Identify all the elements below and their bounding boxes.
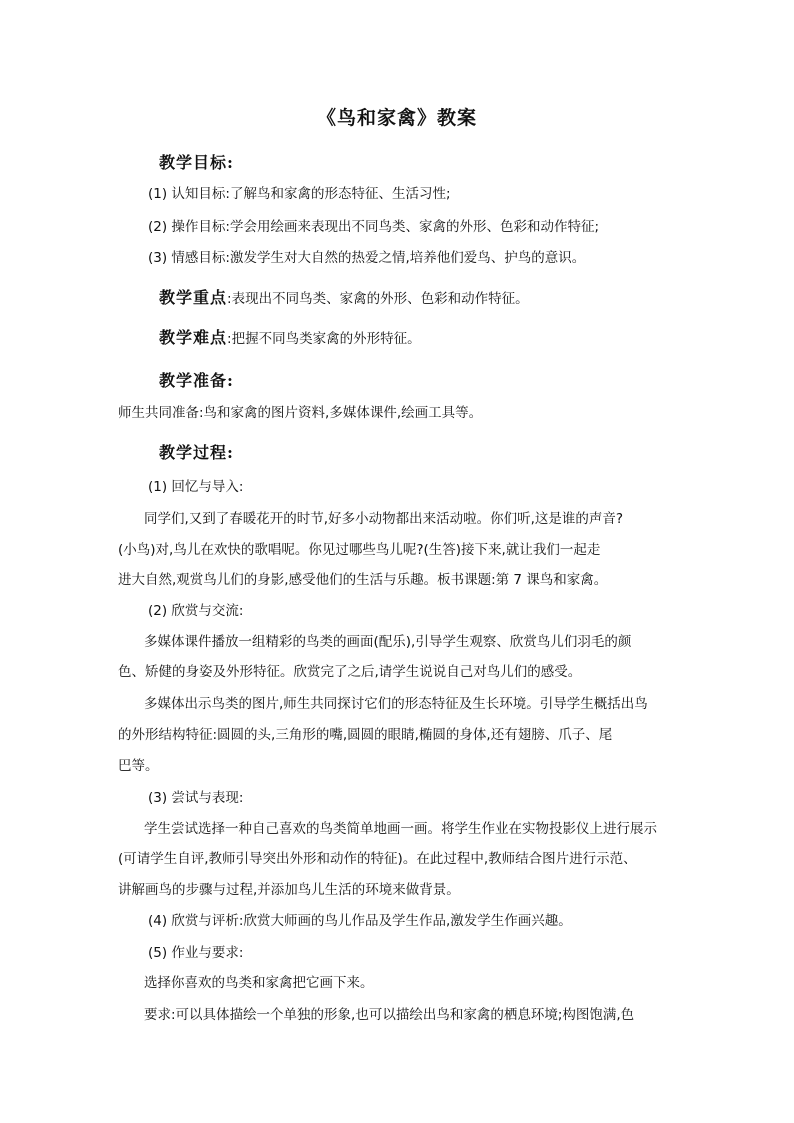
step3-title: (3) 尝试与表现: xyxy=(148,790,244,806)
step5-line-2: 要求:可以具体描绘一个单独的形象,也可以描绘出鸟和家禽的栖息环境;构图饱满,色 xyxy=(144,1007,635,1023)
objective-item-1: (1) 认知目标:了解鸟和家禽的形态特征、生活习性; xyxy=(148,186,451,202)
step3-line-2: (可请学生自评,教师引导突出外形和动作的特征)。在此过程中,教师结合图片进行示范、 xyxy=(118,851,637,867)
step1-line-2: (小鸟)对,鸟儿在欢快的歌唱呢。你见过哪些鸟儿呢?(生答)接下来,就让我们一起走 xyxy=(118,542,601,558)
document-title: 《鸟和家禽》教案 xyxy=(316,107,477,129)
step4-line: (4) 欣赏与评析:欣赏大师画的鸟儿作品及学生作品,激发学生作画兴趣。 xyxy=(148,913,572,929)
step1-line-1: 同学们,又到了春暖花开的时节,好多小动物都出来活动啦。你们听,这是谁的声音? xyxy=(144,511,624,527)
difficulties-heading: 教学难点 xyxy=(159,328,228,347)
step1-title: (1) 回忆与导入: xyxy=(148,479,244,495)
step3-line-1: 学生尝试选择一种自己喜欢的鸟类简单地画一画。将学生作业在实物投影仪上进行展示 xyxy=(144,821,657,837)
objectives-heading: 教学目标: xyxy=(159,153,234,172)
step2-para1-line-2: 色、矫健的身姿及外形特征。欣赏完了之后,请学生说说自己对鸟儿们的感受。 xyxy=(118,664,582,680)
process-heading: 教学过程: xyxy=(159,443,234,462)
step2-para2-line-2: 的外形结构特征:圆圆的头,三角形的嘴,圆圆的眼睛,椭圆的身体,还有翅膀、爪子、尾 xyxy=(118,727,613,743)
step1-line-3: 进大自然,观赏鸟儿们的身影,感受他们的生活与乐趣。板书课题:第 7 课鸟和家禽。 xyxy=(118,572,608,588)
objective-item-2: (2) 操作目标:学会用绘画来表现出不同鸟类、家禽的外形、色彩和动作特征; xyxy=(148,219,600,235)
step2-para1-line-1: 多媒体课件播放一组精彩的鸟类的画面(配乐),引导学生观察、欣赏鸟儿们羽毛的颜 xyxy=(144,634,632,650)
difficulties-text: :把握不同鸟类家禽的外形特征。 xyxy=(227,331,421,347)
step2-title: (2) 欣赏与交流: xyxy=(148,603,244,619)
preparation-text: 师生共同准备:鸟和家禽的图片资料,多媒体课件,绘画工具等。 xyxy=(118,405,483,421)
objective-item-3: (3) 情感目标:激发学生对大自然的热爱之情,培养他们爱鸟、护鸟的意识。 xyxy=(148,250,586,266)
step2-para2-line-3: 巴等。 xyxy=(118,758,159,774)
step2-para2-line-1: 多媒体出示鸟类的图片,师生共同探讨它们的形态特征及生长环境。引导学生概括出鸟 xyxy=(144,696,648,712)
step5-title: (5) 作业与要求: xyxy=(148,945,244,961)
step5-line-1: 选择你喜欢的鸟类和家禽把它画下来。 xyxy=(144,975,374,991)
key-points-heading: 教学重点 xyxy=(159,288,228,307)
difficulties-paragraph xyxy=(159,325,421,348)
step3-line-3: 讲解画鸟的步骤与过程,并添加鸟儿生活的环境来做背景。 xyxy=(118,882,460,898)
preparation-heading: 教学准备: xyxy=(159,371,234,390)
key-points-text: :表现出不同鸟类、家禽的外形、色彩和动作特征。 xyxy=(227,291,529,307)
key-points-paragraph xyxy=(159,285,529,308)
